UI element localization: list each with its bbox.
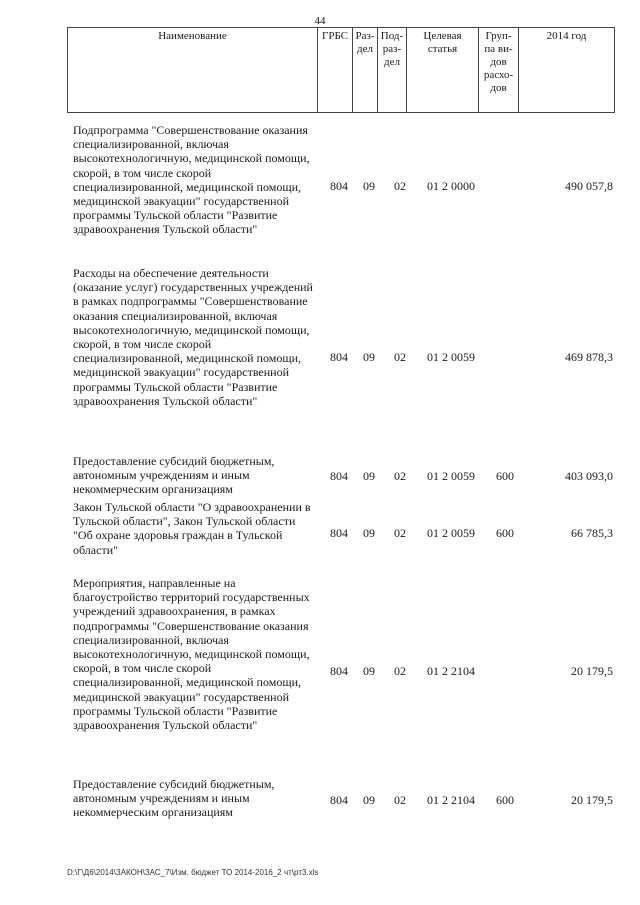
row-target: 01 2 0059 [427, 350, 475, 364]
row-grbs: 804 [330, 526, 348, 540]
row-podrazdel: 02 [394, 350, 406, 364]
row-amount: 490 057,8 [565, 179, 613, 193]
footer-file-path: D:\Г\Д6\2014\ЗАКОН\ЗАС_7\Изм. бюджет ТО 2014-2016_2 чт\рт3.xls [67, 868, 319, 877]
row-target: 01 2 0000 [427, 179, 475, 193]
row-target: 01 2 0059 [427, 469, 475, 483]
row-group: 600 [496, 793, 514, 807]
table-row [73, 777, 613, 822]
row-target: 01 2 0059 [427, 526, 475, 540]
row-grbs: 804 [330, 664, 348, 678]
table-row [73, 576, 613, 761]
row-podrazdel: 02 [394, 526, 406, 540]
row-name: Подпрограмма "Совершенствование оказания специализированной, включая высокотехнологичную, медицинской помощи, скорой, в том числе скорой специализированной, медицинской помощи, медицинской эвакуации" государственной программы Тульской области "Развитие здравоохранения Тульской области" [73, 123, 310, 237]
row-name: Расходы на обеспечение деятельности (оказание услуг) государственных учреждений в рамках подпрограммы "Совершенствование оказания специализированной, включая высокотехнологичную, медицинской помощи, скорой, в том числе скорой специализированной, медицинской помощи, медицинской эвакуации" государственной программы Тульской области "Развитие здравоохранения Тульской области" [73, 266, 313, 408]
header-target: Целевая статья [407, 28, 479, 113]
row-amount: 469 878,3 [565, 350, 613, 364]
row-amount: 20 179,5 [571, 664, 613, 678]
row-grbs: 804 [330, 179, 348, 193]
header-grbs: ГРБС [318, 28, 353, 113]
row-podrazdel: 02 [394, 793, 406, 807]
row-amount: 20 179,5 [571, 793, 613, 807]
table-row [73, 123, 613, 251]
row-podrazdel: 02 [394, 469, 406, 483]
table-header [67, 27, 615, 113]
table-row [73, 266, 613, 438]
row-razdel: 09 [363, 469, 375, 483]
row-razdel: 09 [363, 350, 375, 364]
header-podrazdel: Под- раз- дел [378, 28, 407, 113]
row-razdel: 09 [363, 664, 375, 678]
row-amount: 66 785,3 [571, 526, 613, 540]
header-group: Груп- па ви- дов расхо- дов [479, 28, 519, 113]
row-name: Закон Тульской области "О здравоохранении в Тульской области", Закон Тульской области "Об охране здоровья граждан в Тульской области" [73, 500, 311, 557]
row-razdel: 09 [363, 793, 375, 807]
header-razdel: Раз- дел [353, 28, 378, 113]
row-podrazdel: 02 [394, 179, 406, 193]
row-group: 600 [496, 469, 514, 483]
table-row [73, 500, 613, 560]
row-name: Предоставление субсидий бюджетным, автономным учреждениям и иным некоммерческим организациям [73, 454, 275, 497]
row-grbs: 804 [330, 469, 348, 483]
row-target: 01 2 2104 [427, 664, 475, 678]
table-row [73, 454, 613, 499]
row-podrazdel: 02 [394, 664, 406, 678]
row-group: 600 [496, 526, 514, 540]
row-grbs: 804 [330, 793, 348, 807]
row-razdel: 09 [363, 526, 375, 540]
row-name: Мероприятия, направленные на благоустройство территорий государственных учреждений здравоохранения, в рамках подпрограммы "Совершенствование оказания специализированной, включая высокотехнологичную, медицинской помощи, скорой, в том числе скорой специализированной, медицинской помощи, медицинской эвакуации" государственной программы Тульской области "Развитие здравоохранения Тульской области" [73, 576, 310, 733]
row-target: 01 2 2104 [427, 793, 475, 807]
row-amount: 403 093,0 [565, 469, 613, 483]
header-name: Наименование [68, 28, 318, 113]
page-number: 44 [314, 15, 326, 27]
row-razdel: 09 [363, 179, 375, 193]
row-grbs: 804 [330, 350, 348, 364]
header-year: 2014 год [519, 28, 615, 113]
row-name: Предоставление субсидий бюджетным, автономным учреждениям и иным некоммерческим организациям [73, 777, 275, 820]
